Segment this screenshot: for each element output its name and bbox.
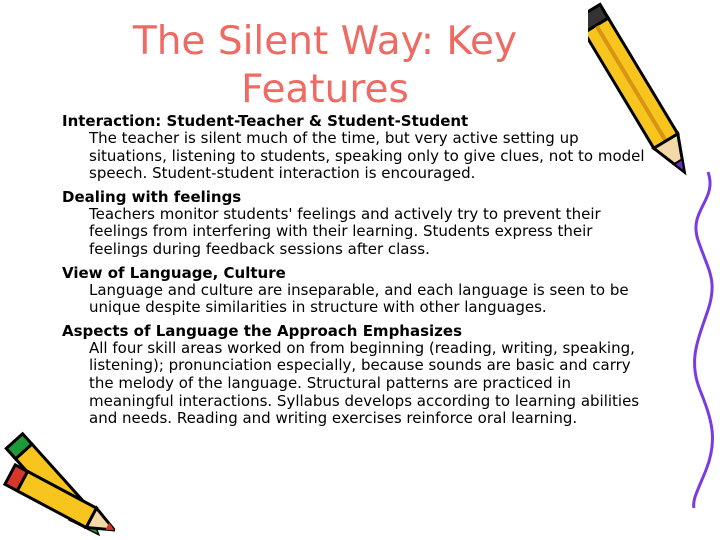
feature-description: The teacher is silent much of the time, but very active setting up situations, listening to students, speaking only to give clues, not to model speech. Student-student interaction is encouraged. — [89, 129, 645, 183]
feature-item — [62, 188, 652, 259]
feature-item — [62, 112, 652, 183]
feature-item — [62, 264, 652, 317]
feature-heading: View of Language, Culture — [62, 263, 286, 282]
feature-description: Language and culture are inseparable, and each language is seen to be unique despite similarities in structure with other languages. — [89, 280, 629, 317]
feature-heading: Interaction: Student-Teacher & Student-Student — [62, 112, 469, 130]
feature-item — [62, 322, 652, 428]
slide-title: The Silent Way: Key Features — [132, 19, 518, 112]
feature-heading: Aspects of Language the Approach Emphasizes — [62, 321, 463, 340]
feature-description: All four skill areas worked on from beginning (reading, writing, speaking, listening); pronunciation especially, because sounds are basic and carry the melody of the language. Structural patterns are practiced in meaningful interactions. Syllabus develops according to learning abilities and needs. Reading and writing exercises reinforce oral learning. — [89, 338, 640, 428]
pencil-bottom-left-icon — [0, 430, 115, 540]
feature-list — [62, 112, 652, 433]
feature-description: Teachers monitor students' feelings and actively try to prevent their feelings from interfering with their learning. Students express their feelings during feedback sessions after class. — [89, 204, 601, 258]
feature-heading: Dealing with feelings — [62, 187, 242, 206]
squiggle-line-right-icon — [668, 170, 720, 510]
